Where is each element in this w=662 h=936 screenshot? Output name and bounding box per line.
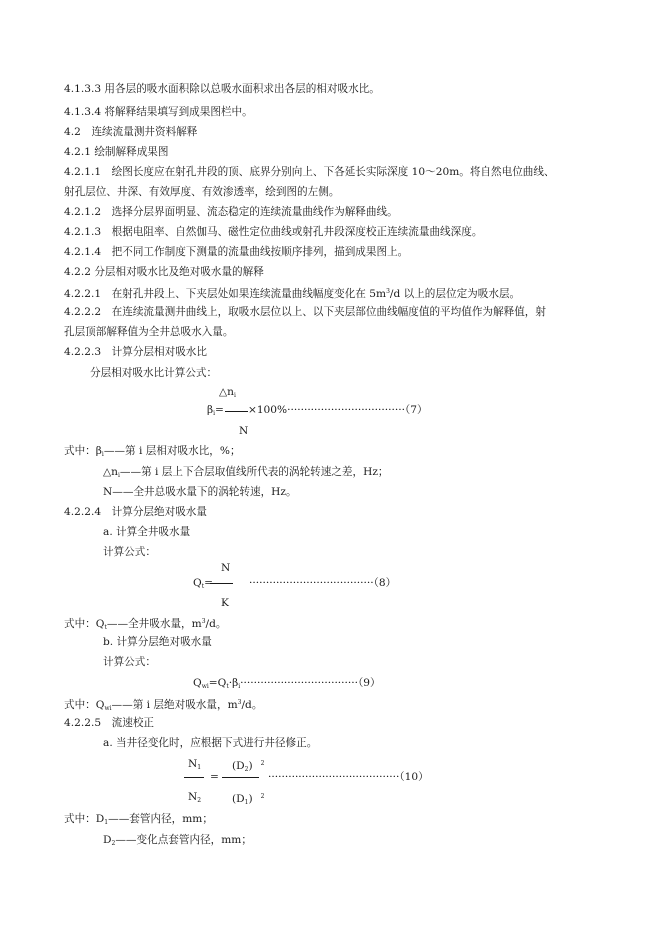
formula-8-leader-and-number: ·····································（8） — [249, 577, 397, 589]
formula-8-lhs: Q — [193, 577, 202, 589]
formula-8-fraction-bar — [210, 583, 233, 584]
formula-7-where-1: 式中：$\beta_i——$第 i 层相对吸水比，%； — [64, 445, 241, 458]
clause-4-2-1-2: 4.2.1.2 选择分层界面明显、流态稳定的连续流量曲线作为解释曲线。 — [64, 206, 398, 218]
clause-4-2-2-3: 4.2.2.3 计算分层相对吸水比 — [64, 346, 207, 358]
clause-4-2-1-3: 4.2.1.3 根据电阻率、自然伽马、磁性定位曲线或射孔井段深度校正连续流量曲线深度。 — [64, 226, 483, 238]
formula-10-d1-squared: $(D_1)$ $^2$ — [232, 793, 265, 806]
formula-7-multiplier: ×100% — [247, 404, 288, 416]
clause-4-2-2-5: 4.2.2.5 流速校正 — [64, 717, 155, 729]
formula-10-d2-squared: $(D_2)$ $^2$ — [232, 760, 265, 773]
clause-4-2-2-1-text-end: /d 以上的层位定为吸水层。 — [389, 288, 521, 300]
formula-7-main: $\beta_i= \times 100\%\cdot\cdot\cdot\cdot\cdot\cdot\cdot\cdot\cdot\cdot\cdot\cdot\cdot\cdot\cdot\cdot\cdot\cdot\cdot\cdot\cdot\cdot\cdot\cdot\cdot\cdot\cdot\cdot\cdot\cdot\cdot\cdot\cdot\cdot\cdot(7)$ — [207, 404, 428, 417]
formula-9: $Q_{wi}=Q_t\cdot\beta_i\cdot\cdot\cdot\cdot\cdot\cdot\cdot\cdot\cdot\cdot\cdot\cdot\cdot\cdot\cdot\cdot\cdot\cdot\cdot\cdot\cdot\cdot\cdot\cdot\cdot\cdot\cdot\cdot\cdot\cdot\cdot\cdot\cdot\cdot\cdot(9)$ — [193, 677, 381, 690]
formula-7-where-2: $\triangle n_i——$第 i 层上下合层取值线所代表的涡轮转速之差，Hz； — [103, 466, 389, 479]
formula-9-where: 式中：$Q_{wi}——$第 i 层绝对吸水量，$m^3/d$。 — [64, 699, 263, 712]
formula-7-numerator: $\triangle n_i$ — [219, 386, 236, 399]
formula-10-where-1: 式中：$D_1——$套管内径，mm； — [64, 813, 213, 826]
formula-8-main: $Q_t= \cdot\cdot\cdot\cdot\cdot\cdot\cdot\cdot\cdot\cdot\cdot\cdot\cdot\cdot\cdot\cdot\cdot\cdot\cdot\cdot\cdot\cdot\cdot\cdot\cdot\cdot\cdot\cdot\cdot\cdot\cdot\cdot\cdot\cdot\cdot\cdot\cdot(8)$ — [193, 577, 397, 590]
clause-4-2-1: 4.2.1 绘制解释成果图 — [64, 146, 169, 158]
clause-4-2-2-2-line2: 孔层顶部解释值为全井总吸水入量。 — [64, 326, 234, 338]
formula-7-equals: = — [215, 404, 224, 416]
formula-10-n1: $N_1$ — [188, 758, 202, 771]
item-a-total-injection: a. 计算全井吸水量 — [103, 526, 191, 538]
formula-10-left-fraction-bar — [184, 777, 204, 778]
clause-4-2-2-1 — [64, 285, 520, 301]
clause-4-2-1-4: 4.2.1.4 把不同工作制度下测量的流量曲线按顺序排列，描到成果图上。 — [64, 246, 409, 258]
superscript-3: 3 — [386, 288, 390, 295]
clause-4-2-2-1-text: 4.2.2.1 在射孔井段上、下夹层处如果连续流量曲线幅度变化在 5m — [64, 288, 387, 300]
calc-label-1: 计算公式： — [103, 546, 156, 558]
formula-9-leader-and-number: ···································（9） — [240, 677, 381, 689]
clause-4-2-2-2-line1: 4.2.2.2 在连续流量测井曲线上，取吸水层位以上、以下夹层部位曲线幅度值的平均值作为解释值，射 — [64, 306, 546, 318]
item-a-diameter-correction: a. 当井径变化时，应根据下式进行井径修正。 — [103, 737, 318, 749]
clause-4-1-3-3: 4.1.3.3 用各层的吸水面积除以总吸水面积求出各层的相对吸水比。 — [64, 83, 380, 95]
formula-10-leader-and-number: ·······································（10） — [268, 771, 429, 783]
section-4-2-heading: 4.2 连续流量测井资料解释 — [64, 126, 198, 138]
formula-7-fraction-bar — [225, 411, 248, 412]
formula-8-denominator: K — [221, 597, 229, 609]
item-b-layer-injection: b. 计算分层绝对吸水量 — [103, 636, 212, 648]
formula-8-where: 式中：$Q_t——$全井吸水量，$m^3/d$。 — [64, 618, 227, 631]
formula-10-equals: = — [210, 771, 219, 783]
formula-10-n2: $N_2$ — [188, 791, 202, 804]
formula-10-where-2: $D_2——$变化点套管内径，mm； — [103, 834, 252, 847]
clause-4-2-1-1-line2: 射孔层位、井深、有效厚度、有效渗透率，绘到图的左侧。 — [64, 186, 340, 198]
formula-7-denominator: N — [239, 425, 249, 437]
formula-8-numerator: N — [221, 562, 231, 574]
clause-4-2-2-4: 4.2.2.4 计算分层绝对吸水量 — [64, 506, 207, 518]
clause-4-1-3-4: 4.1.3.4 将解释结果填写到成果图栏中。 — [64, 106, 253, 118]
clause-4-2-1-1-line1: 4.2.1.1 绘图长度应在射孔井段的顶、底界分别向上、下各延长实际深度 10～20m。将自然电位曲线、 — [64, 166, 555, 178]
calc-label-2: 计算公式： — [103, 656, 156, 668]
formula-7-intro: 分层相对吸水比计算公式： — [90, 367, 218, 379]
formula-7-leader-and-number: ···································（7） — [287, 404, 428, 416]
clause-4-2-2: 4.2.2 分层相对吸水比及绝对吸水量的解释 — [64, 266, 264, 278]
formula-10-right-fraction-bar — [222, 777, 259, 778]
formula-7-where-3: N——全井总吸水量下的涡轮转速，Hz。 — [103, 486, 297, 498]
formula-7-lhs: β — [207, 404, 214, 416]
